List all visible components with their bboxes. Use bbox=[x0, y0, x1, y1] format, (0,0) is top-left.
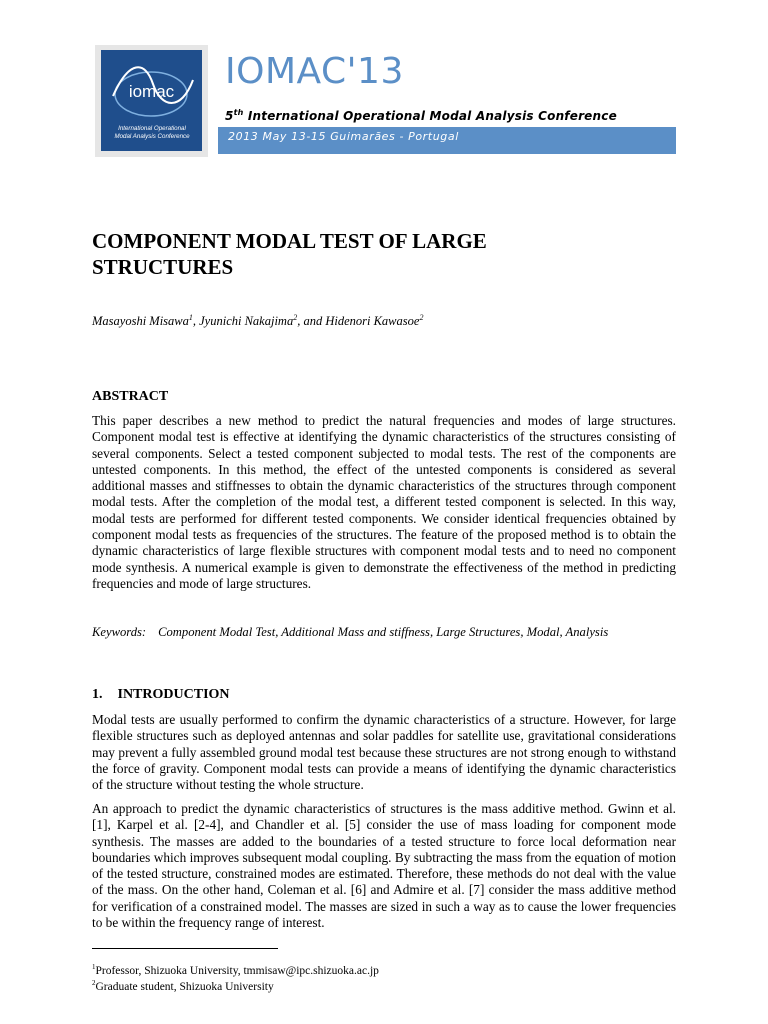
footnote-mark: 1 bbox=[92, 963, 96, 971]
conference-edition: 5 bbox=[225, 109, 234, 123]
logo-subtitle bbox=[109, 125, 195, 141]
section-number: 1. bbox=[92, 687, 103, 702]
keywords bbox=[92, 625, 608, 640]
abstract-heading: ABSTRACT bbox=[92, 389, 169, 404]
author-affiliation: 2 bbox=[293, 313, 298, 322]
author-affiliation: 1 bbox=[188, 313, 193, 322]
introduction-heading bbox=[92, 687, 230, 703]
author-separator: , and bbox=[297, 314, 326, 329]
author-name: Masayoshi Misawa bbox=[92, 314, 189, 329]
footnote bbox=[92, 979, 274, 993]
logo-word: iomac bbox=[128, 82, 175, 101]
conference-edition-suffix: th bbox=[233, 108, 244, 117]
paper-title-line2: STRUCTURES bbox=[92, 255, 234, 279]
author-list bbox=[92, 313, 423, 329]
footnote-mark: 2 bbox=[92, 979, 96, 987]
keywords-label: Keywords: bbox=[92, 625, 147, 639]
keywords-list: Component Modal Test, Additional Mass and stiffness, Large Structures, Modal, Analysis bbox=[158, 625, 609, 639]
logo-subtitle-line1: International Operational bbox=[118, 125, 186, 132]
footnote bbox=[92, 963, 379, 977]
author-name: Jyunichi Nakajima bbox=[199, 314, 294, 329]
abstract-text: This paper describes a new method to predict the natural frequencies and modes of large structures. Component modal test is effective at identifying the dynamic characteristics of the structures consisting of several components. Select a tested component subjected to modal tests. The rest of the components are untested components. In this method, the effect of the untested components is considered as several additional masses and stiffnesses to obtain the dynamic characteristics of the structures through component modal tests. After the completion of the modal test, a different tested component is selected. In this way, modal tests are performed for different tested components. We consider identical frequencies obtained by component modal tests as frequencies of the structures. The feature of the proposed method is to obtain the dynamic characteristics of large flexible structures with component modal tests and to need no component mode synthesis. A numerical example is given to demonstrate the effectiveness of the method in predicting frequencies and mode of large structures. bbox=[92, 413, 676, 591]
footnote-text: Graduate student, Shizuoka University bbox=[95, 980, 274, 993]
section-title: INTRODUCTION bbox=[117, 687, 230, 702]
iomac-logo bbox=[101, 50, 202, 151]
paper-title bbox=[92, 228, 652, 280]
author-affiliation: 2 bbox=[419, 313, 424, 322]
introduction-paragraph-1: Modal tests are usually performed to confirm the dynamic characteristics of a structure. However, for large flexible structures such as deployed antennas and solar paddles for satellite use, gravitational considerations may prevent a fully assembled ground modal test because these structures are not strong enough to withstand the force of gravity. Component modal tests can provide a means of identifying the dynamic characteristics of the structure without testing the whole structure. bbox=[92, 712, 676, 793]
introduction-paragraph-2: An approach to predict the dynamic characteristics of structures is the mass additive method. Gwinn et al. [1], Karpel et al. [2-4], and Chandler et al. [5] consider the use of mass loading for component mode synthesis. The masses are added to the boundaries of a tested structure to force local deformation near boundaries which improves subsequent modal coupling. By subtracting the mass from the equation of motion of the tested structure, constrained modes are estimated. Therefore, these methods do not deal with the value of the mass. On the other hand, Coleman et al. [6] and Admire et al. [7] consider the mass additive method for verification of a constrained model. The masses are sized in such a way as to cause the lower frequencies to be within the frequency range of interest. bbox=[92, 801, 676, 931]
footnote-divider bbox=[92, 948, 278, 949]
author-name: Hidenori Kawasoe bbox=[325, 314, 420, 329]
conference-full-name bbox=[225, 108, 617, 123]
paper-title-line1: COMPONENT MODAL TEST OF LARGE bbox=[92, 229, 487, 253]
conference-short-name: IOMAC'13 bbox=[225, 51, 404, 92]
footnote-text: Professor, Shizuoka University, tmmisaw@ipc.shizuoka.ac.jp bbox=[95, 964, 379, 977]
logo-subtitle-line2: Modal Analysis Conference bbox=[114, 133, 190, 140]
author-separator: , bbox=[192, 314, 200, 329]
conference-date-location: 2013 May 13-15 Guimarães - Portugal bbox=[228, 130, 459, 143]
conference-full-title: International Operational Modal Analysis Conference bbox=[247, 109, 617, 123]
